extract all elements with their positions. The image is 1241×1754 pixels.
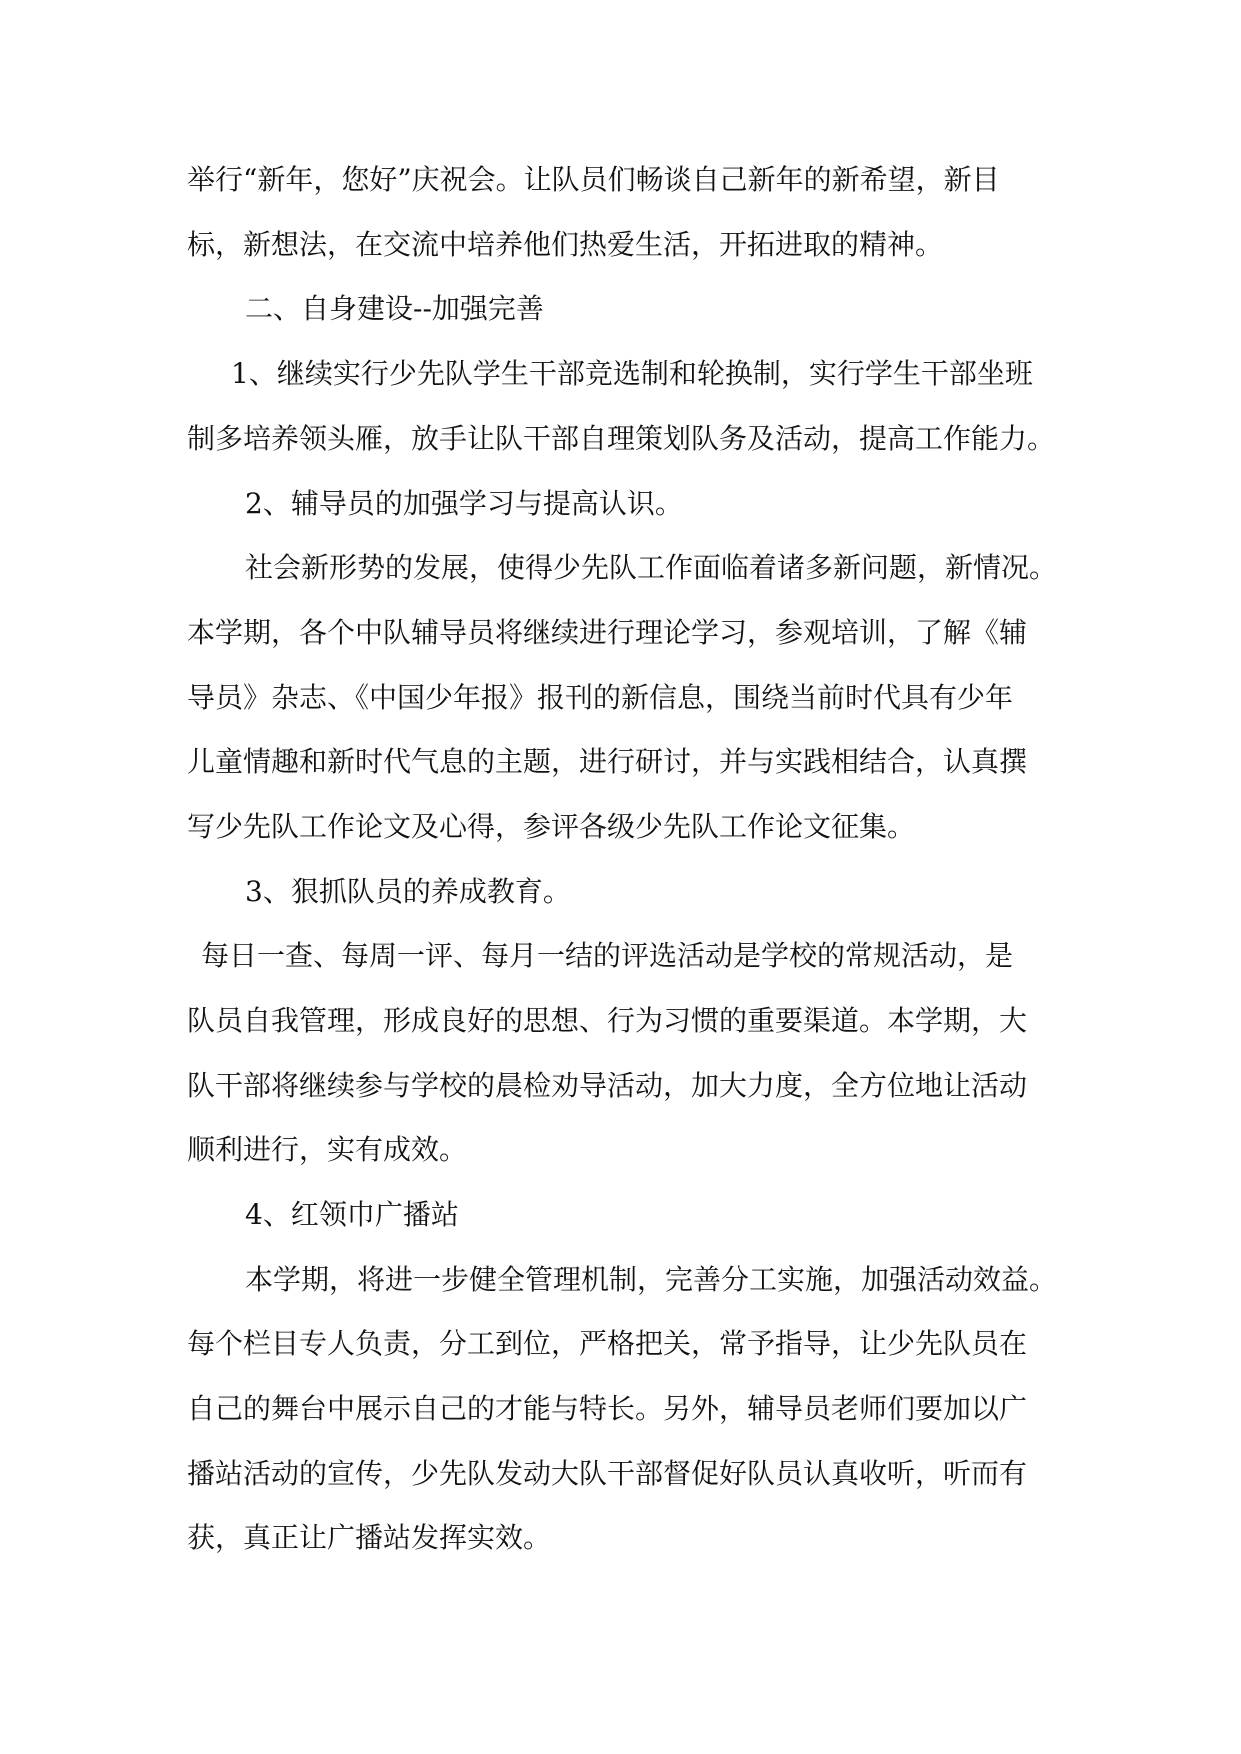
body-line-10: 儿童情趣和新时代气息的主题，进行研讨，并与实践相结合，认真撰 bbox=[187, 745, 1028, 778]
body-line-21: 播站活动的宣传，少先队发动大队干部督促好队员认真收听，听而有 bbox=[187, 1457, 1028, 1490]
body-line-22: 获，真正让广播站发挥实效。 bbox=[187, 1521, 552, 1554]
body-line-9: 导员》杂志、《中国少年报》报刊的新信息，围绕当前时代具有少年 bbox=[187, 681, 1014, 714]
section-heading: 二、自身建设--加强完善 bbox=[245, 292, 544, 325]
list-item-4: 4、红领巾广播站 bbox=[245, 1198, 459, 1231]
body-line-20: 自己的舞台中展示自己的才能与特长。另外，辅导员老师们要加以广 bbox=[187, 1392, 1028, 1425]
list-item-3: 3、狠抓队员的养成教育。 bbox=[245, 875, 571, 908]
body-line-2: 标，新想法，在交流中培养他们热爱生活，开拓进取的精神。 bbox=[187, 228, 944, 261]
body-line-5: 制多培养领头雁，放手让队干部自理策划队务及活动，提高工作能力。 bbox=[187, 422, 1056, 455]
list-item-2: 2、辅导员的加强学习与提高认识。 bbox=[245, 487, 683, 520]
body-line-16: 顺利进行，实有成效。 bbox=[187, 1133, 468, 1166]
body-line-7: 社会新形势的发展，使得少先队工作面临着诸多新问题，新情况。 bbox=[245, 551, 1058, 584]
body-line-15: 队干部将继续参与学校的晨检劝导活动，加大力度，全方位地让活动 bbox=[187, 1069, 1028, 1102]
body-line-14: 队员自我管理，形成良好的思想、行为习惯的重要渠道。本学期，大 bbox=[187, 1004, 1028, 1037]
body-line-19: 每个栏目专人负责，分工到位，严格把关，常予指导，让少先队员在 bbox=[187, 1327, 1028, 1360]
body-line-1: 举行“新年，您好”庆祝会。让队员们畅谈自己新年的新希望，新目 bbox=[187, 163, 1000, 196]
body-line-13: 每日一查、每周一评、每月一结的评选活动是学校的常规活动，是 bbox=[201, 939, 1014, 972]
body-line-18: 本学期，将进一步健全管理机制，完善分工实施，加强活动效益。 bbox=[245, 1263, 1058, 1296]
list-item-1: 1、继续实行少先队学生干部竞选制和轮换制，实行学生干部坐班 bbox=[231, 357, 1033, 390]
body-line-8: 本学期，各个中队辅导员将继续进行理论学习，参观培训，了解《辅 bbox=[187, 616, 1028, 649]
body-line-11: 写少先队工作论文及心得，参评各级少先队工作论文征集。 bbox=[187, 810, 916, 843]
